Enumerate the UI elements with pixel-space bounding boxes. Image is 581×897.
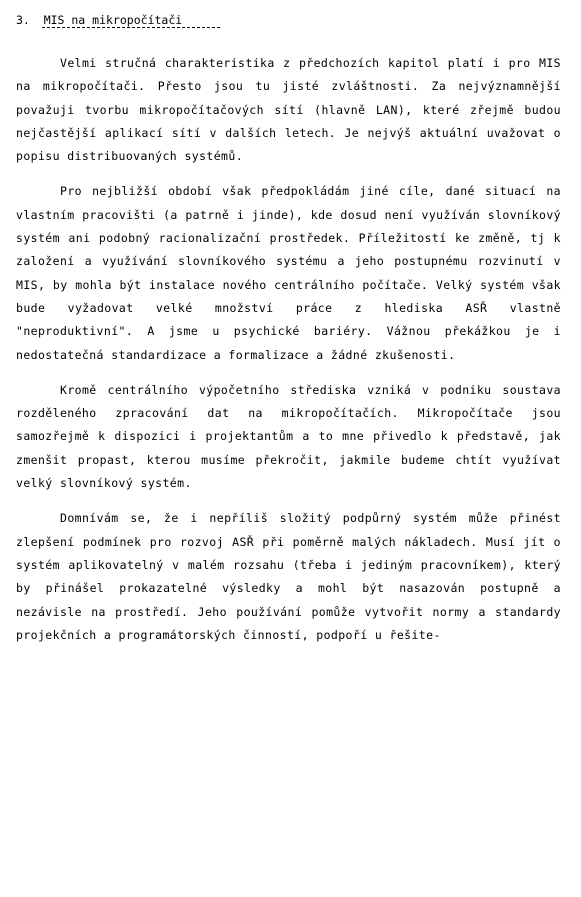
- heading-underline: [42, 27, 220, 28]
- paragraph-1: Velmi stručná charakteristika z předchozích kapitol platí i pro MIS na mikropočítači. Přesto jsou tu jisté zvláštnosti. Za nejvýznamnější považuji tvorbu mikropočítačových sítí (hlavně LAN), které zřejmě budou nejčastější aplikací sítí v dalších letech. Je nejvýš aktuální uvažovat o popisu distribuovaných systémů.: [16, 56, 561, 164]
- chapter-heading: 3. MIS na mikropočítači: [16, 13, 183, 27]
- body-text: [16, 52, 561, 647]
- paragraph-3: Kromě centrálního výpočetního střediska vzniká v podniku soustava rozděleného zpracování dat na mikropočítačích. Mikropočítače jsou samozřejmě k dispozici i projektantům a to mne přivedlo k představě, jak zmenšit propast, kterou musíme překročit, jakmile budeme chtít využívat velký slovníkový systém.: [16, 382, 561, 491]
- paragraph-4: Domnívám se, že i nepříliš složitý podpůrný systém může přinést zlepšení podmínek pro rozvoj ASŘ při poměrně malých nákladech. Musí jít o systém aplikovatelný v malém rozsahu (třeba i jediným pracovníkem), který by přinášel prokazatelné výsledky a mohl být nasazován postupně a nezávisle na prostředí. Jeho používání pomůže vytvořit normy a standardy projekčních a programátorských činností, podpoří u řešite-: [16, 511, 561, 642]
- paragraph-2: Pro nejbližší období však předpokládám jiné cíle, dané situací na vlastním pracovišti (a patrně i jinde), kde dosud není využíván slovníkový systém ani podobný racionalizační prostředek. Příležitostí ke změně, tj k založení a využívání slovníkového systému a jeho postupnému rozvinutí v MIS, by mohla být instalace nového centrálního počítače. Velký systém však bude vyžadovat velké množství práce z hlediska ASŘ vlastně "neproduktivní". A jsme u psychické bariéry. Vážnou překážkou je i nedostatečná standardizace a formalizace a žádné zkušenosti.: [16, 184, 561, 362]
